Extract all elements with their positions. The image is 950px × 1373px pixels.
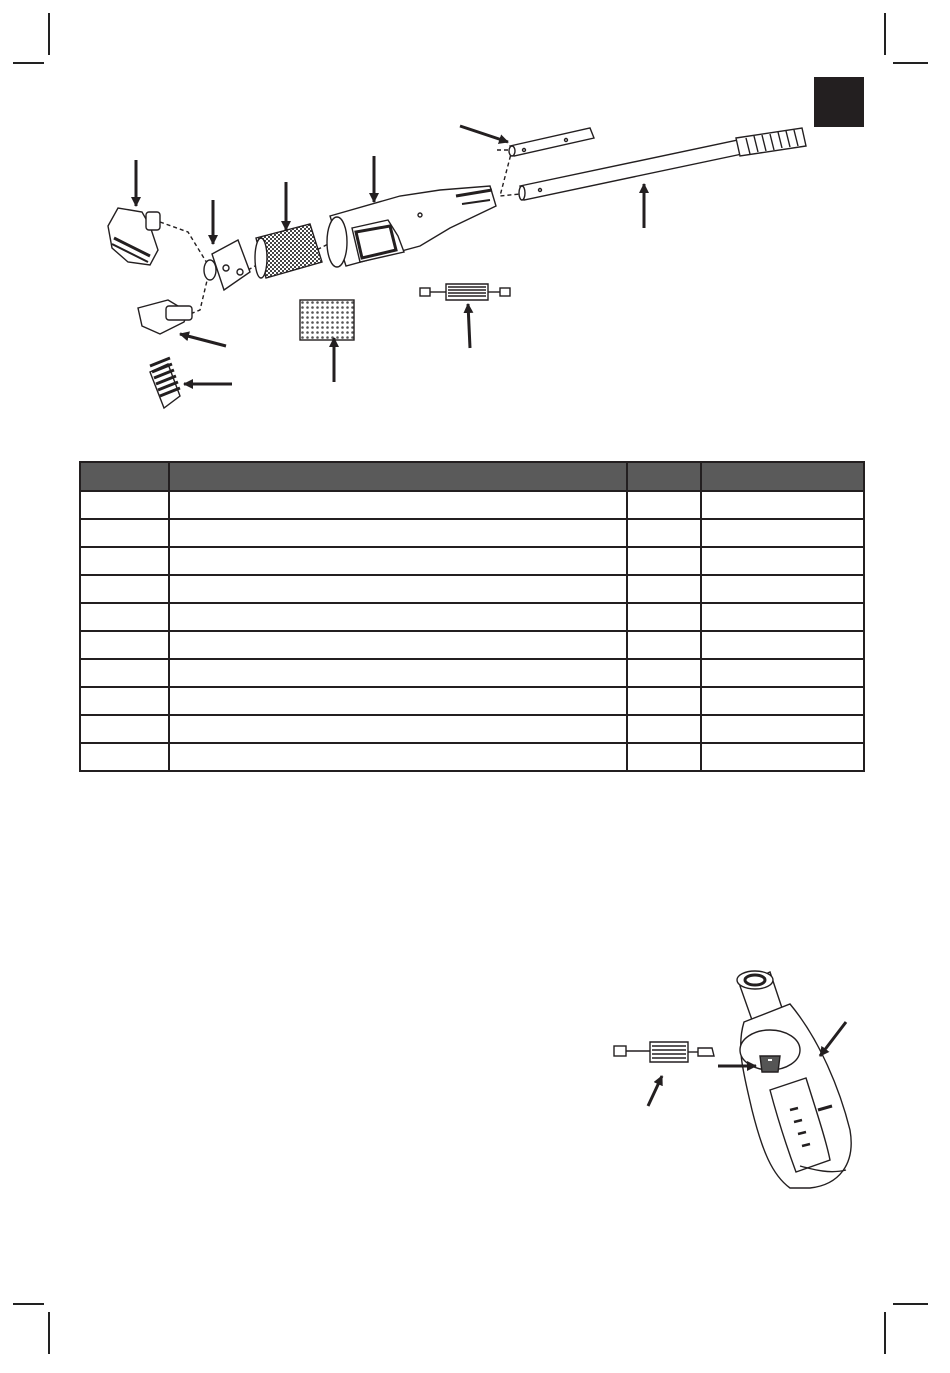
usb-charging-cable-icon [614,1042,714,1062]
table-row [80,743,864,771]
table-row [80,631,864,659]
table-cell [627,687,701,715]
table-cell [701,547,864,575]
brush-head-icon [150,358,180,408]
table-row [80,715,864,743]
table-cell [627,519,701,547]
table-cell [169,575,627,603]
crop-mark-bl-h [13,1303,44,1305]
table-cell [627,631,701,659]
table-cell [80,659,169,687]
table-cell [701,659,864,687]
table-cell [627,491,701,519]
exploded-parts-diagram [0,0,950,430]
table-cell [80,631,169,659]
table-cell [627,547,701,575]
extension-tube-short-icon [509,128,594,156]
table-cell [627,659,701,687]
crop-mark-br-h [893,1303,928,1305]
table-row [80,659,864,687]
table-cell [169,547,627,575]
table-cell [169,659,627,687]
table-cell [169,743,627,771]
mesh-filter-cylinder-icon [255,224,322,278]
table-cell [701,715,864,743]
table-cell [169,519,627,547]
table-cell [80,603,169,631]
table-cell [627,575,701,603]
charging-diagram [0,960,950,1240]
table-cell [701,519,864,547]
charging-cable-icon [420,284,510,300]
table-cell [80,715,169,743]
column-header [169,462,627,491]
table-cell [627,715,701,743]
table-cell [80,687,169,715]
table-row [80,519,864,547]
wide-nozzle-icon [138,300,192,334]
table-cell [80,547,169,575]
table-cell [80,491,169,519]
table-cell [701,631,864,659]
table-row [80,603,864,631]
parts-table [79,461,865,772]
table-cell [627,743,701,771]
table-cell [80,743,169,771]
table-cell [701,491,864,519]
table-cell [701,743,864,771]
table-cell [80,575,169,603]
table-cell [701,575,864,603]
table-row [80,491,864,519]
table-cell [169,687,627,715]
table-cell [701,603,864,631]
table-row [80,687,864,715]
foam-prefilter-icon [300,300,354,340]
column-header [701,462,864,491]
crop-mark-br-v [884,1312,886,1354]
table-row [80,575,864,603]
table-cell [169,715,627,743]
vacuum-body-icon [327,186,496,267]
table-cell [627,603,701,631]
table-header-row [80,462,864,491]
table-cell [701,687,864,715]
column-header [627,462,701,491]
table-cell [169,631,627,659]
column-header [80,462,169,491]
leaf-head-nozzle-icon [108,208,160,265]
table-cell [169,491,627,519]
table-cell [80,519,169,547]
vacuum-body-upright-icon [737,971,851,1188]
adapter-cone-icon [204,240,250,290]
table-cell [169,603,627,631]
table-row [80,547,864,575]
crop-mark-bl-v [48,1312,50,1354]
